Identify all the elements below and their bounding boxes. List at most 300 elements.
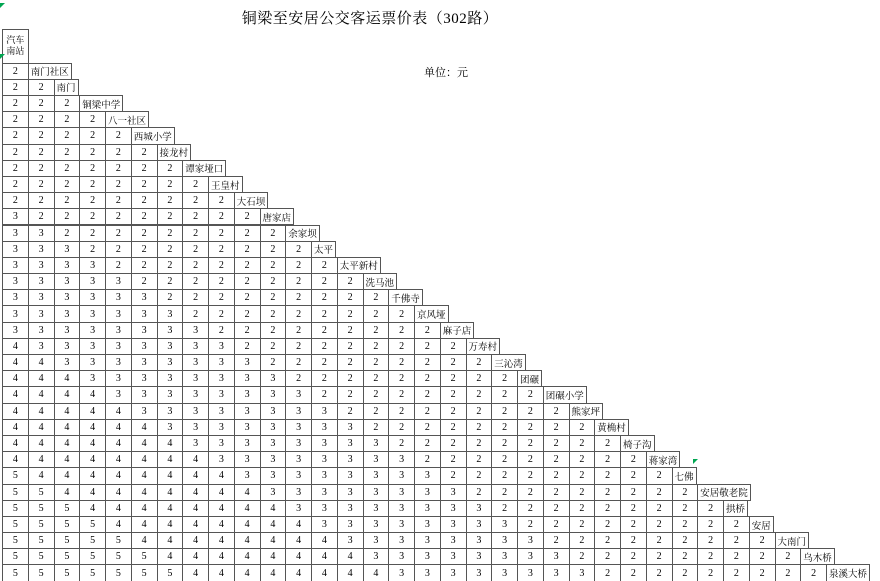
- station-label[interactable]: 大南门: [775, 532, 810, 549]
- fare-cell[interactable]: 3: [466, 564, 493, 581]
- fare-cell[interactable]: 3: [440, 548, 467, 565]
- fare-cell[interactable]: 3: [234, 435, 261, 452]
- fare-cell[interactable]: 5: [54, 516, 81, 533]
- fare-cell[interactable]: 2: [28, 95, 55, 112]
- fare-cell[interactable]: 2: [157, 257, 184, 274]
- fare-cell[interactable]: 2: [28, 79, 55, 96]
- fare-cell[interactable]: 3: [388, 532, 415, 549]
- fare-cell[interactable]: 2: [620, 516, 647, 533]
- fare-cell[interactable]: 2: [569, 484, 596, 501]
- station-label[interactable]: 拱桥: [723, 500, 748, 517]
- fare-cell[interactable]: 3: [157, 403, 184, 420]
- fare-cell[interactable]: 3: [2, 241, 29, 258]
- fare-cell[interactable]: 2: [285, 241, 312, 258]
- fare-cell[interactable]: 3: [363, 435, 390, 452]
- fare-cell[interactable]: 2: [337, 289, 364, 306]
- fare-cell[interactable]: 2: [157, 192, 184, 209]
- fare-cell[interactable]: 2: [337, 386, 364, 403]
- fare-cell[interactable]: 3: [414, 516, 441, 533]
- fare-cell[interactable]: 3: [440, 564, 467, 581]
- fare-cell[interactable]: 2: [105, 225, 132, 242]
- fare-cell[interactable]: 5: [131, 548, 158, 565]
- fare-cell[interactable]: 3: [131, 338, 158, 355]
- fare-cell[interactable]: 5: [28, 516, 55, 533]
- fare-cell[interactable]: 2: [260, 241, 287, 258]
- fare-cell[interactable]: 2: [131, 192, 158, 209]
- fare-cell[interactable]: 2: [388, 403, 415, 420]
- station-label[interactable]: 团碾小学: [543, 386, 587, 403]
- fare-cell[interactable]: 4: [28, 467, 55, 484]
- fare-cell[interactable]: 2: [569, 435, 596, 452]
- fare-cell[interactable]: 2: [28, 127, 55, 144]
- fare-cell[interactable]: 2: [337, 322, 364, 339]
- fare-cell[interactable]: 2: [543, 484, 570, 501]
- fare-cell[interactable]: 2: [54, 192, 81, 209]
- fare-cell[interactable]: 2: [234, 257, 261, 274]
- fare-cell[interactable]: 2: [105, 127, 132, 144]
- fare-cell[interactable]: 5: [54, 532, 81, 549]
- fare-cell[interactable]: 4: [208, 532, 235, 549]
- fare-cell[interactable]: 2: [182, 241, 209, 258]
- fare-cell[interactable]: 4: [131, 435, 158, 452]
- fare-cell[interactable]: 2: [234, 305, 261, 322]
- fare-cell[interactable]: 2: [569, 451, 596, 468]
- fare-cell[interactable]: 3: [54, 273, 81, 290]
- fare-cell[interactable]: 2: [440, 467, 467, 484]
- station-label[interactable]: 接龙村: [157, 144, 192, 161]
- fare-cell[interactable]: 2: [466, 467, 493, 484]
- fare-cell[interactable]: 4: [157, 451, 184, 468]
- fare-cell[interactable]: 3: [79, 257, 106, 274]
- fare-cell[interactable]: 2: [234, 289, 261, 306]
- fare-cell[interactable]: 2: [440, 386, 467, 403]
- fare-cell[interactable]: 3: [131, 354, 158, 371]
- fare-cell[interactable]: 2: [105, 241, 132, 258]
- fare-cell[interactable]: 4: [260, 500, 287, 517]
- station-label[interactable]: 铜梁中学: [79, 95, 123, 112]
- fare-cell[interactable]: 3: [157, 305, 184, 322]
- fare-cell[interactable]: 5: [28, 564, 55, 581]
- station-label[interactable]: 余家坝: [285, 225, 320, 242]
- fare-cell[interactable]: 2: [672, 564, 699, 581]
- fare-cell[interactable]: 4: [234, 532, 261, 549]
- fare-cell[interactable]: 2: [672, 532, 699, 549]
- fare-cell[interactable]: 3: [182, 338, 209, 355]
- fare-cell[interactable]: 3: [388, 564, 415, 581]
- station-label[interactable]: 椅子沟: [620, 435, 655, 452]
- fare-cell[interactable]: 2: [2, 111, 29, 128]
- fare-cell[interactable]: 2: [594, 532, 621, 549]
- fare-cell[interactable]: 4: [131, 500, 158, 517]
- fare-cell[interactable]: 4: [131, 451, 158, 468]
- fare-cell[interactable]: 3: [337, 435, 364, 452]
- fare-cell[interactable]: 3: [285, 403, 312, 420]
- fare-cell[interactable]: 3: [285, 484, 312, 501]
- fare-cell[interactable]: 2: [543, 516, 570, 533]
- fare-cell[interactable]: 3: [337, 484, 364, 501]
- fare-cell[interactable]: 2: [54, 208, 81, 225]
- fare-cell[interactable]: 2: [646, 564, 673, 581]
- fare-cell[interactable]: 2: [620, 532, 647, 549]
- fare-cell[interactable]: 2: [388, 305, 415, 322]
- fare-cell[interactable]: 3: [363, 467, 390, 484]
- fare-cell[interactable]: 2: [414, 322, 441, 339]
- fare-cell[interactable]: 3: [54, 354, 81, 371]
- fare-cell[interactable]: 4: [208, 500, 235, 517]
- fare-cell[interactable]: 3: [28, 338, 55, 355]
- fare-cell[interactable]: 2: [543, 467, 570, 484]
- fare-cell[interactable]: 4: [54, 467, 81, 484]
- station-label[interactable]: 七佛: [672, 467, 697, 484]
- fare-cell[interactable]: 3: [28, 273, 55, 290]
- fare-cell[interactable]: 2: [517, 467, 544, 484]
- fare-cell[interactable]: 2: [697, 516, 724, 533]
- fare-cell[interactable]: 4: [79, 419, 106, 436]
- fare-cell[interactable]: 2: [543, 435, 570, 452]
- fare-cell[interactable]: 3: [182, 419, 209, 436]
- fare-cell[interactable]: 2: [79, 192, 106, 209]
- fare-cell[interactable]: 2: [543, 403, 570, 420]
- fare-cell[interactable]: 2: [672, 548, 699, 565]
- fare-cell[interactable]: 5: [2, 564, 29, 581]
- fare-cell[interactable]: 2: [594, 435, 621, 452]
- fare-cell[interactable]: 2: [440, 338, 467, 355]
- fare-cell[interactable]: 5: [105, 564, 132, 581]
- fare-cell[interactable]: 4: [234, 500, 261, 517]
- fare-cell[interactable]: 2: [54, 95, 81, 112]
- fare-cell[interactable]: 2: [260, 354, 287, 371]
- fare-cell[interactable]: 3: [517, 548, 544, 565]
- fare-cell[interactable]: 3: [208, 419, 235, 436]
- fare-cell[interactable]: 2: [131, 241, 158, 258]
- fare-cell[interactable]: 3: [363, 548, 390, 565]
- fare-cell[interactable]: 2: [414, 403, 441, 420]
- fare-cell[interactable]: 3: [234, 419, 261, 436]
- fare-cell[interactable]: 3: [466, 516, 493, 533]
- fare-cell[interactable]: 2: [311, 354, 338, 371]
- fare-cell[interactable]: 2: [620, 451, 647, 468]
- fare-cell[interactable]: 3: [54, 241, 81, 258]
- fare-cell[interactable]: 2: [182, 289, 209, 306]
- fare-cell[interactable]: 2: [466, 403, 493, 420]
- fare-cell[interactable]: 3: [414, 467, 441, 484]
- fare-cell[interactable]: 4: [260, 516, 287, 533]
- station-label[interactable]: 八一社区: [105, 111, 149, 128]
- fare-cell[interactable]: 2: [543, 419, 570, 436]
- fare-cell[interactable]: 4: [157, 500, 184, 517]
- fare-cell[interactable]: 2: [440, 354, 467, 371]
- fare-cell[interactable]: 2: [723, 516, 750, 533]
- fare-cell[interactable]: 5: [28, 500, 55, 517]
- fare-cell[interactable]: 2: [157, 241, 184, 258]
- fare-cell[interactable]: 3: [440, 500, 467, 517]
- fare-cell[interactable]: 2: [208, 322, 235, 339]
- fare-cell[interactable]: 4: [311, 548, 338, 565]
- fare-cell[interactable]: 2: [646, 548, 673, 565]
- fare-cell[interactable]: 3: [54, 305, 81, 322]
- fare-cell[interactable]: 2: [234, 273, 261, 290]
- fare-cell[interactable]: 3: [79, 289, 106, 306]
- fare-cell[interactable]: 2: [131, 208, 158, 225]
- fare-cell[interactable]: 4: [105, 451, 132, 468]
- fare-cell[interactable]: 3: [388, 451, 415, 468]
- fare-cell[interactable]: 3: [491, 532, 518, 549]
- fare-cell[interactable]: 4: [2, 354, 29, 371]
- fare-cell[interactable]: 2: [569, 532, 596, 549]
- fare-cell[interactable]: 3: [105, 305, 132, 322]
- fare-cell[interactable]: 4: [28, 435, 55, 452]
- fare-cell[interactable]: 4: [2, 403, 29, 420]
- fare-cell[interactable]: 3: [234, 354, 261, 371]
- fare-cell[interactable]: 2: [594, 516, 621, 533]
- fare-cell[interactable]: 3: [440, 532, 467, 549]
- fare-cell[interactable]: 3: [414, 548, 441, 565]
- fare-cell[interactable]: 2: [414, 419, 441, 436]
- fare-cell[interactable]: 2: [620, 548, 647, 565]
- fare-cell[interactable]: 2: [363, 386, 390, 403]
- fare-cell[interactable]: 2: [466, 386, 493, 403]
- fare-cell[interactable]: 4: [54, 403, 81, 420]
- fare-cell[interactable]: 2: [517, 484, 544, 501]
- fare-cell[interactable]: 4: [54, 386, 81, 403]
- fare-cell[interactable]: 2: [363, 289, 390, 306]
- fare-cell[interactable]: 4: [79, 451, 106, 468]
- fare-cell[interactable]: 2: [440, 403, 467, 420]
- fare-cell[interactable]: 5: [79, 516, 106, 533]
- fare-cell[interactable]: 2: [646, 500, 673, 517]
- fare-cell[interactable]: 4: [54, 370, 81, 387]
- fare-cell[interactable]: 4: [131, 532, 158, 549]
- fare-cell[interactable]: 4: [234, 484, 261, 501]
- fare-cell[interactable]: 2: [363, 305, 390, 322]
- fare-cell[interactable]: 3: [28, 225, 55, 242]
- fare-cell[interactable]: 3: [414, 484, 441, 501]
- fare-cell[interactable]: 3: [285, 467, 312, 484]
- fare-cell[interactable]: 5: [2, 500, 29, 517]
- fare-cell[interactable]: 4: [28, 419, 55, 436]
- fare-cell[interactable]: 4: [208, 564, 235, 581]
- fare-cell[interactable]: 2: [54, 160, 81, 177]
- fare-cell[interactable]: 2: [620, 564, 647, 581]
- fare-cell[interactable]: 5: [28, 548, 55, 565]
- fare-cell[interactable]: 2: [517, 500, 544, 517]
- fare-cell[interactable]: 2: [311, 289, 338, 306]
- station-label[interactable]: 团碾: [517, 370, 542, 387]
- fare-cell[interactable]: 4: [54, 484, 81, 501]
- fare-cell[interactable]: 4: [157, 467, 184, 484]
- fare-cell[interactable]: 4: [2, 370, 29, 387]
- fare-cell[interactable]: 2: [105, 208, 132, 225]
- fare-cell[interactable]: 2: [363, 403, 390, 420]
- fare-cell[interactable]: 3: [260, 419, 287, 436]
- fare-cell[interactable]: 2: [208, 208, 235, 225]
- fare-cell[interactable]: 2: [569, 419, 596, 436]
- fare-cell[interactable]: 2: [2, 160, 29, 177]
- fare-cell[interactable]: 3: [543, 564, 570, 581]
- fare-cell[interactable]: 4: [157, 516, 184, 533]
- fare-cell[interactable]: 2: [646, 484, 673, 501]
- fare-cell[interactable]: 3: [285, 435, 312, 452]
- fare-cell[interactable]: 3: [311, 467, 338, 484]
- fare-cell[interactable]: 2: [440, 451, 467, 468]
- fare-cell[interactable]: 2: [208, 273, 235, 290]
- fare-cell[interactable]: 5: [79, 548, 106, 565]
- fare-cell[interactable]: 3: [491, 564, 518, 581]
- fare-cell[interactable]: 2: [285, 338, 312, 355]
- fare-cell[interactable]: 3: [131, 322, 158, 339]
- fare-cell[interactable]: 2: [414, 338, 441, 355]
- fare-cell[interactable]: 4: [131, 484, 158, 501]
- fare-cell[interactable]: 5: [2, 516, 29, 533]
- fare-cell[interactable]: 2: [466, 451, 493, 468]
- fare-cell[interactable]: 3: [208, 403, 235, 420]
- fare-cell[interactable]: 3: [337, 516, 364, 533]
- fare-cell[interactable]: 3: [337, 467, 364, 484]
- fare-cell[interactable]: 2: [208, 241, 235, 258]
- fare-cell[interactable]: 2: [234, 225, 261, 242]
- fare-cell[interactable]: 3: [131, 403, 158, 420]
- fare-cell[interactable]: 5: [105, 532, 132, 549]
- fare-cell[interactable]: 4: [182, 467, 209, 484]
- fare-cell[interactable]: 4: [234, 516, 261, 533]
- fare-cell[interactable]: 4: [182, 500, 209, 517]
- station-label[interactable]: 王皇村: [208, 176, 243, 193]
- fare-cell[interactable]: 3: [260, 435, 287, 452]
- fare-cell[interactable]: 2: [569, 516, 596, 533]
- fare-cell[interactable]: 2: [620, 484, 647, 501]
- fare-cell[interactable]: 4: [105, 516, 132, 533]
- fare-cell[interactable]: 3: [234, 386, 261, 403]
- fare-cell[interactable]: 2: [285, 354, 312, 371]
- fare-cell[interactable]: 3: [2, 273, 29, 290]
- fare-cell[interactable]: 2: [285, 273, 312, 290]
- fare-cell[interactable]: 2: [28, 144, 55, 161]
- fare-cell[interactable]: 4: [28, 386, 55, 403]
- fare-cell[interactable]: 2: [363, 370, 390, 387]
- fare-cell[interactable]: 5: [79, 564, 106, 581]
- fare-cell[interactable]: 2: [414, 386, 441, 403]
- station-label[interactable]: 乌木桥: [800, 548, 835, 565]
- fare-cell[interactable]: 2: [594, 451, 621, 468]
- fare-cell[interactable]: 2: [79, 225, 106, 242]
- fare-cell[interactable]: 2: [646, 467, 673, 484]
- fare-cell[interactable]: 2: [311, 257, 338, 274]
- station-label[interactable]: 汽车南站: [2, 29, 29, 64]
- fare-cell[interactable]: 2: [260, 322, 287, 339]
- station-label[interactable]: 万寿村: [466, 338, 501, 355]
- fare-cell[interactable]: 2: [800, 564, 827, 581]
- fare-cell[interactable]: 2: [182, 257, 209, 274]
- fare-cell[interactable]: 4: [105, 467, 132, 484]
- fare-cell[interactable]: 2: [2, 176, 29, 193]
- fare-cell[interactable]: 2: [749, 548, 776, 565]
- fare-cell[interactable]: 4: [260, 564, 287, 581]
- fare-cell[interactable]: 2: [131, 144, 158, 161]
- fare-cell[interactable]: 2: [491, 435, 518, 452]
- fare-cell[interactable]: 2: [105, 144, 132, 161]
- fare-cell[interactable]: 2: [260, 305, 287, 322]
- fare-cell[interactable]: 5: [2, 467, 29, 484]
- fare-cell[interactable]: 4: [2, 386, 29, 403]
- fare-cell[interactable]: 3: [234, 451, 261, 468]
- fare-cell[interactable]: 3: [285, 451, 312, 468]
- fare-cell[interactable]: 5: [54, 548, 81, 565]
- fare-cell[interactable]: 2: [28, 176, 55, 193]
- fare-cell[interactable]: 2: [466, 354, 493, 371]
- fare-cell[interactable]: 3: [517, 532, 544, 549]
- fare-cell[interactable]: 3: [182, 322, 209, 339]
- fare-cell[interactable]: 3: [182, 435, 209, 452]
- fare-cell[interactable]: 3: [337, 451, 364, 468]
- fare-cell[interactable]: 3: [208, 386, 235, 403]
- fare-cell[interactable]: 2: [182, 225, 209, 242]
- fare-cell[interactable]: 2: [79, 144, 106, 161]
- fare-cell[interactable]: 2: [363, 338, 390, 355]
- fare-cell[interactable]: 2: [2, 192, 29, 209]
- fare-cell[interactable]: 4: [182, 548, 209, 565]
- fare-cell[interactable]: 3: [79, 273, 106, 290]
- fare-cell[interactable]: 2: [234, 241, 261, 258]
- fare-cell[interactable]: 3: [466, 548, 493, 565]
- fare-cell[interactable]: 3: [79, 370, 106, 387]
- fare-cell[interactable]: 2: [517, 451, 544, 468]
- fare-cell[interactable]: 2: [260, 289, 287, 306]
- fare-cell[interactable]: 2: [260, 257, 287, 274]
- fare-cell[interactable]: 4: [157, 484, 184, 501]
- fare-cell[interactable]: 3: [105, 289, 132, 306]
- fare-cell[interactable]: 3: [54, 322, 81, 339]
- fare-cell[interactable]: 2: [131, 273, 158, 290]
- fare-cell[interactable]: 2: [311, 273, 338, 290]
- fare-cell[interactable]: 2: [337, 354, 364, 371]
- fare-cell[interactable]: 2: [388, 419, 415, 436]
- fare-cell[interactable]: 4: [54, 435, 81, 452]
- fare-cell[interactable]: 2: [157, 273, 184, 290]
- fare-cell[interactable]: 2: [569, 467, 596, 484]
- fare-cell[interactable]: 3: [414, 500, 441, 517]
- station-label[interactable]: 太平新村: [337, 257, 381, 274]
- fare-cell[interactable]: 3: [260, 484, 287, 501]
- fare-cell[interactable]: 2: [388, 386, 415, 403]
- fare-cell[interactable]: 2: [672, 484, 699, 501]
- fare-cell[interactable]: 3: [182, 370, 209, 387]
- fare-cell[interactable]: 3: [337, 532, 364, 549]
- fare-cell[interactable]: 3: [260, 386, 287, 403]
- fare-cell[interactable]: 5: [2, 548, 29, 565]
- fare-cell[interactable]: 2: [749, 564, 776, 581]
- fare-cell[interactable]: 4: [79, 500, 106, 517]
- fare-cell[interactable]: 2: [491, 451, 518, 468]
- fare-cell[interactable]: 2: [517, 419, 544, 436]
- fare-cell[interactable]: 4: [182, 516, 209, 533]
- fare-cell[interactable]: 4: [79, 386, 106, 403]
- fare-cell[interactable]: 3: [79, 305, 106, 322]
- fare-cell[interactable]: 4: [79, 467, 106, 484]
- fare-cell[interactable]: 2: [491, 419, 518, 436]
- fare-cell[interactable]: 2: [491, 386, 518, 403]
- fare-cell[interactable]: 3: [414, 532, 441, 549]
- fare-cell[interactable]: 4: [208, 467, 235, 484]
- fare-cell[interactable]: 3: [2, 322, 29, 339]
- fare-cell[interactable]: 3: [54, 289, 81, 306]
- fare-cell[interactable]: 2: [79, 160, 106, 177]
- fare-cell[interactable]: 3: [208, 370, 235, 387]
- fare-cell[interactable]: 3: [157, 354, 184, 371]
- fare-cell[interactable]: 2: [723, 564, 750, 581]
- fare-cell[interactable]: 4: [363, 564, 390, 581]
- fare-cell[interactable]: 3: [208, 451, 235, 468]
- fare-cell[interactable]: 3: [466, 500, 493, 517]
